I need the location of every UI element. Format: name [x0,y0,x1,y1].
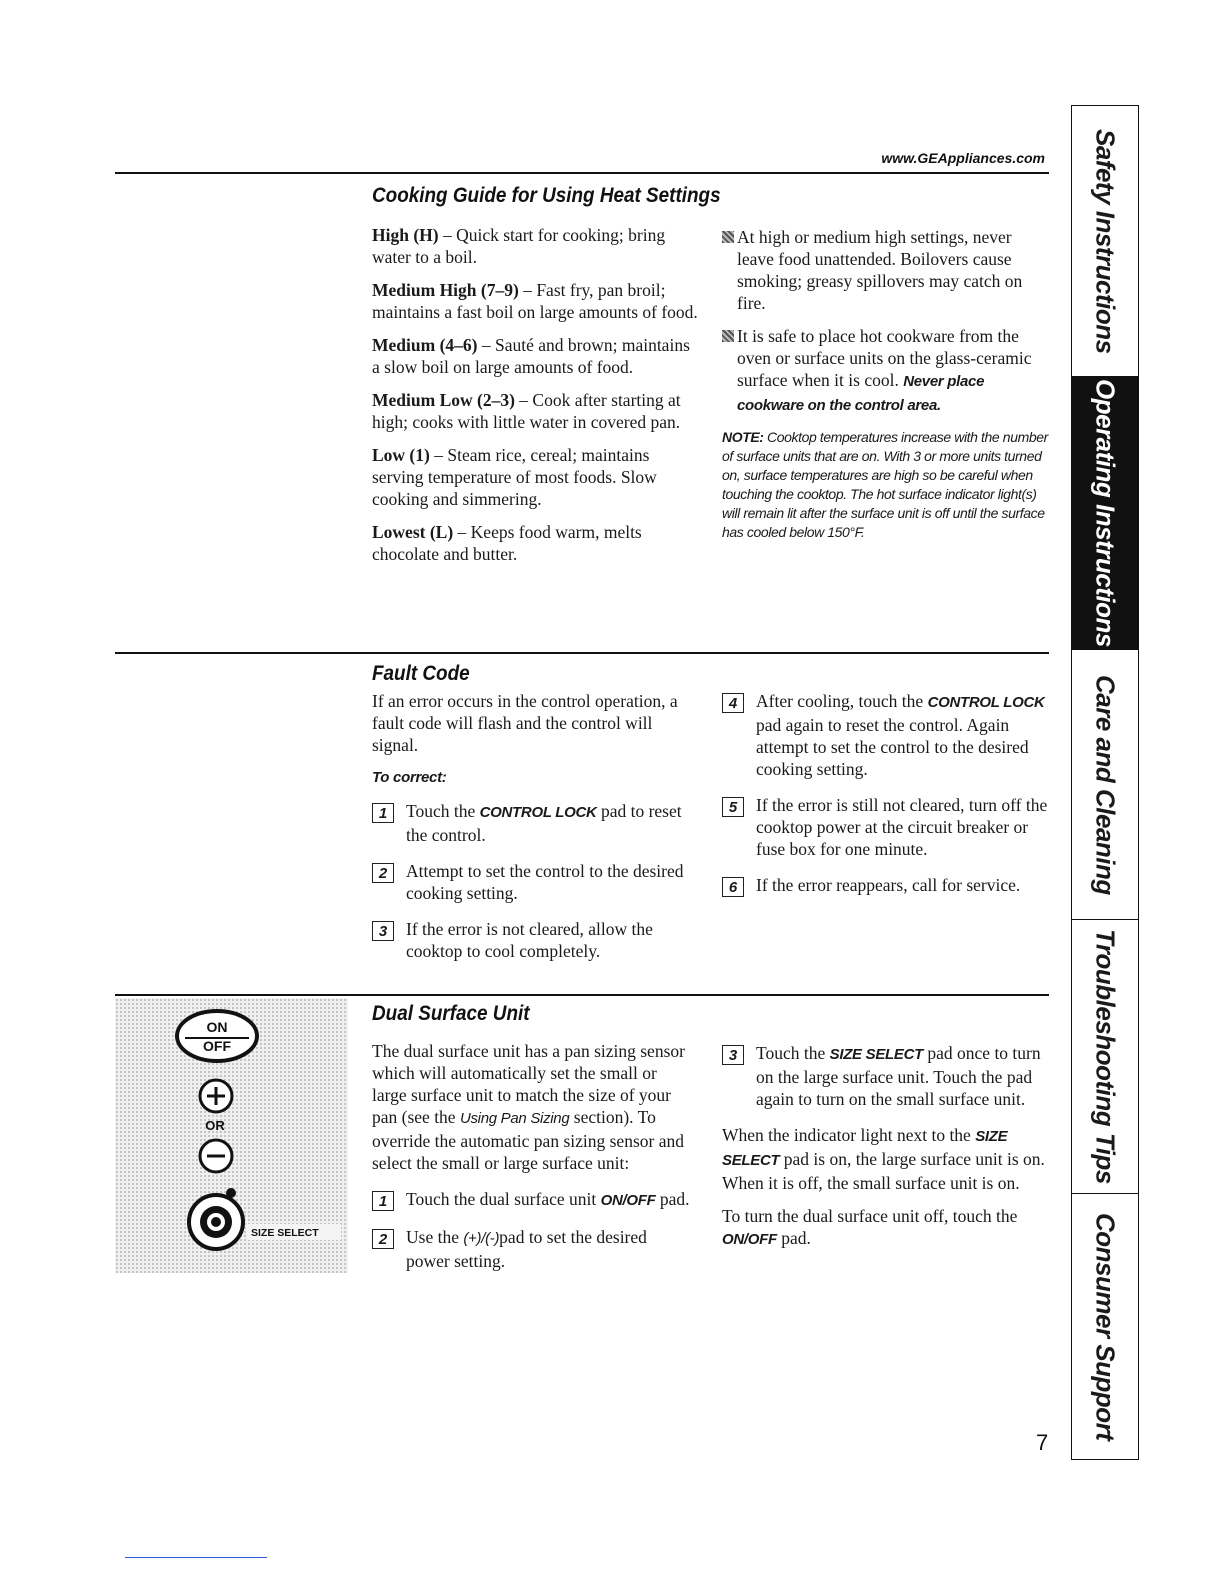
heat-settings-list [372,224,702,576]
setting-medium-high: Medium High (7–9) – Fast fry, pan broil; maintains a fast boil on large amounts of food. [372,280,698,322]
caution-emphasis: Never place cookware on the control area. [737,373,985,414]
fault-step: 1 Touch the CONTROL LOCK pad to reset the control. [372,800,692,846]
step-number: 5 [722,797,744,817]
website-url: www.GEAppliances.com [881,150,1045,166]
setting-medium: Medium (4–6) – Sauté and brown; maintains a slow boil on large amounts of food. [372,335,690,377]
setting-high: High (H) – Quick start for cooking; bring water to a boil. [372,225,666,267]
dual-unit-left [372,1040,692,1286]
indicator-paragraph: When the indicator light next to the SIZE SELECT pad is on, the large surface unit is on. When it is off, the small surface unit is on. [722,1125,1045,1193]
fault-step: 5 If the error is still not cleared, turn off the cooktop power at the circuit breaker or fuse box for one minute. [722,794,1052,860]
step-number: 3 [722,1045,744,1065]
fault-step: 6 If the error reappears, call for service. [722,874,1052,897]
dual-step: 3 Touch the SIZE SELECT pad once to turn on the large surface unit. Touch the pad again to turn on the small surface unit. [722,1042,1052,1110]
step-number: 1 [372,803,394,823]
cooking-guide-title: Cooking Guide for Using Heat Settings [372,184,721,207]
setting-lowest: Lowest (L) – Keeps food warm, melts chocolate and butter. [372,522,642,564]
step-number: 2 [372,1229,394,1249]
on-label: ON [206,1019,228,1035]
caution-bullet: It is safe to place hot cookware from the oven or surface units on the glass-ceramic surface when it is cool. Never place cookware on the control area. [722,325,1052,417]
control-panel-illustration [115,998,348,1273]
fault-step: 2 Attempt to set the control to the desired cooking setting. [372,860,692,904]
step-number: 6 [722,877,744,897]
step-number: 3 [372,921,394,941]
cooking-cautions [722,226,1052,542]
bullet-icon [722,330,734,342]
tab-safety-instructions[interactable]: Safety Instructions [1090,128,1121,354]
tab-care-and-cleaning[interactable]: Care and Cleaning [1072,649,1138,919]
dual-intro: The dual surface unit has a pan sizing sensor which will automatically set the small or large surface unit to match the size of your pan (see the Using Pan Sizing section). To override the automatic pan sizing sensor and select the small or large surface unit: [372,1041,685,1173]
dual-step: 2 Use the (+)/(-)pad to set the desired power setting. [372,1226,692,1272]
header-rule [115,172,1049,174]
fault-code-title: Fault Code [372,662,470,685]
step-number: 1 [372,1191,394,1211]
dual-unit-title: Dual Surface Unit [372,1002,530,1025]
page-number: 7 [1036,1430,1049,1455]
step-number: 2 [372,863,394,883]
section-rule [115,652,1049,654]
or-label: OR [205,1118,225,1133]
size-select-label: SIZE SELECT [251,1227,319,1239]
fault-intro: If an error occurs in the control operation, a fault code will flash and the control will signal. [372,691,678,755]
tab-consumer-support[interactable]: Consumer Support [1072,1193,1138,1459]
fault-code-left [372,690,692,976]
tab-operating-instructions[interactable]: Operating Instructions [1072,376,1138,649]
setting-low: Low (1) – Steam rice, cereal; maintains serving temperature of most foods. Slow cooking and simmering. [372,445,657,509]
step-number: 4 [722,693,744,713]
off-label: OFF [203,1038,231,1054]
tab-troubleshooting-tips[interactable]: Troubleshooting Tips [1072,919,1138,1193]
fault-code-right [722,690,1052,911]
note-paragraph: NOTE: Cooktop temperatures increase with the number of surface units that are on. With 3 or more units turned on, surface temperatures are high so be careful when touching the cooktop. The hot surface indicator light(s) will remain lit after the surface unit is off until the surface has cooled below 150°F. [722,429,1048,540]
to-correct-label: To correct: [372,769,447,786]
section-rule [115,994,1049,996]
fault-step: 3 If the error is not cleared, allow the cooktop to cool completely. [372,918,692,962]
footer-line [125,1557,267,1558]
turn-off-paragraph: To turn the dual surface unit off, touch the ON/OFF pad. [722,1206,1018,1248]
dual-step: 1 Touch the dual surface unit ON/OFF pad. [372,1188,692,1212]
setting-medium-low: Medium Low (2–3) – Cook after starting at high; cooks with little water in covered pan. [372,390,681,432]
fault-step: 4 After cooling, touch the CONTROL LOCK pad again to reset the control. Again attempt to set the control to the desired cooking setting. [722,690,1052,780]
control-panel-graphic [115,998,348,1273]
caution-bullet: At high or medium high settings, never leave food unattended. Boilovers cause smoking; greasy spillovers may catch on fire. [722,226,1052,314]
section-tabs [1071,105,1139,1460]
bullet-icon [722,231,734,243]
dual-unit-right [722,1042,1052,1262]
